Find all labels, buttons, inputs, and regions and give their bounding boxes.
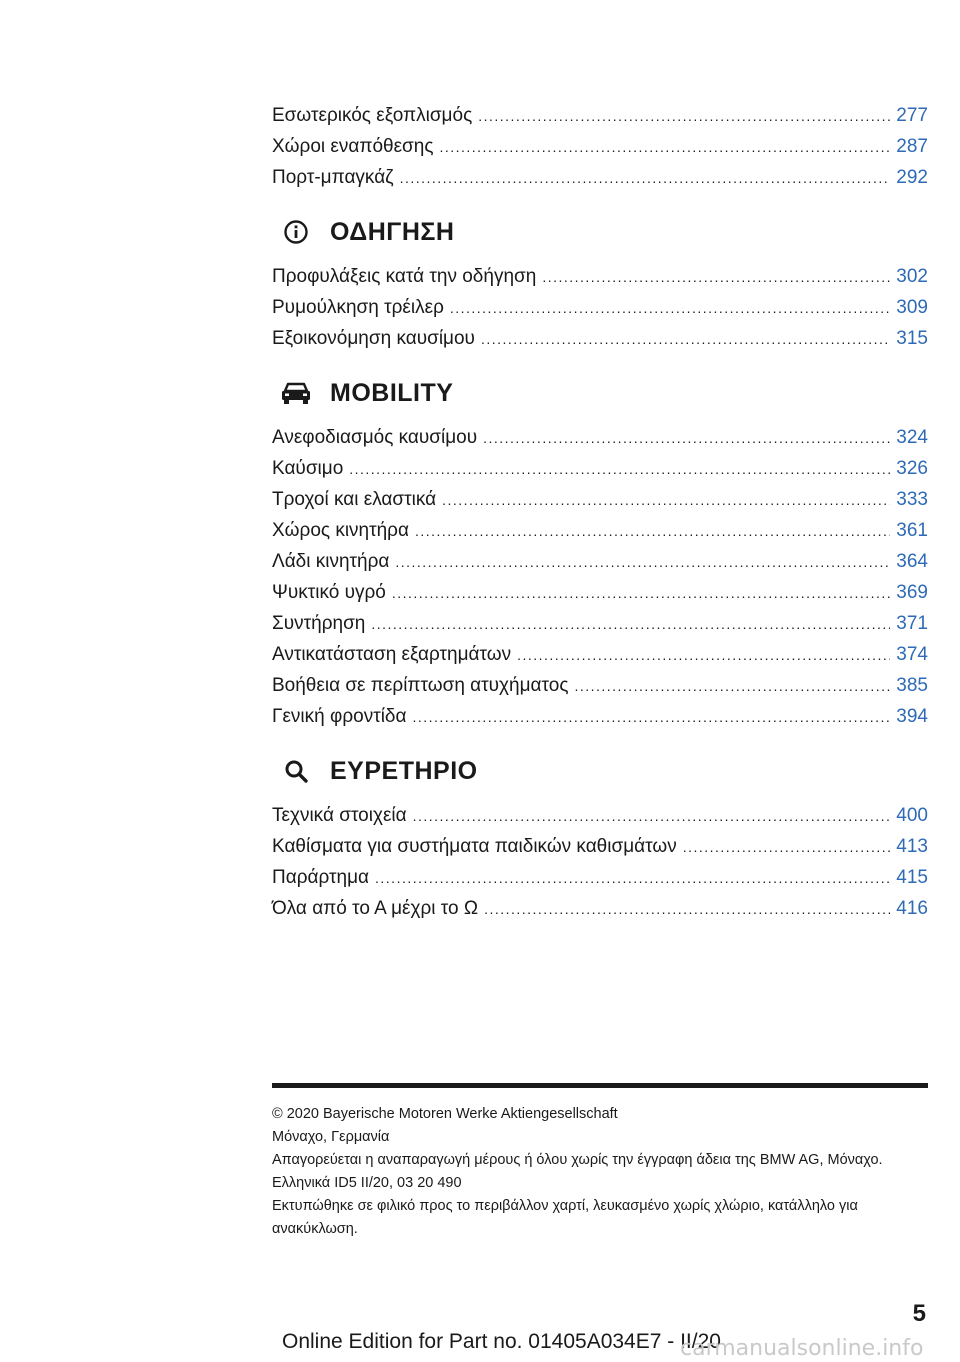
dot-leader [442,485,890,516]
imprint [272,1103,928,1241]
imprint-paper: Εκτυπώθηκε σε φιλικό προς το περιβάλλον χαρτί, λευκασμένο χωρίς χλώριο, κατάλληλο για ανακύκλωση. [272,1198,858,1237]
toc-entry-title: Γενική φροντίδα [272,706,407,727]
table-of-contents [272,100,928,924]
dot-leader [450,293,890,324]
toc-entry[interactable] [272,162,928,193]
toc-entry-title: Αντικατάσταση εξαρτημάτων [272,644,512,665]
toc-entry-title: Πορτ-μπαγκάζ [272,167,394,188]
toc-entry[interactable] [272,323,928,354]
toc-entry-title: Ψυκτικό υγρό [272,582,386,603]
toc-entry-page-link[interactable]: 309 [896,297,928,318]
toc-entry-title: Ρυμούλκηση τρέιλερ [272,297,444,318]
dot-leader [371,609,890,640]
toc-entry-page-link[interactable]: 371 [896,613,928,634]
toc-entry-page-link[interactable]: 277 [896,105,928,126]
toc-entry-page-link[interactable]: 315 [896,328,928,349]
toc-entry-title: Τεχνικά στοιχεία [272,805,407,826]
toc-entry-page-link[interactable]: 394 [896,706,928,727]
imprint-city: Μόναχο, Γερμανία [272,1129,390,1145]
toc-entry-title: Χώροι εναπόθεσης [272,136,434,157]
toc-entry-page-link[interactable]: 324 [896,427,928,448]
toc-entry[interactable] [272,893,928,924]
dot-leader [415,516,890,547]
toc-entry-title: Βοήθεια σε περίπτωση ατυχήματος [272,675,569,696]
dot-leader [478,101,890,132]
dot-leader [375,863,890,894]
imprint-edition-code: Ελληνικά ID5 II/20, 03 20 490 [272,1175,462,1191]
dot-leader [542,262,890,293]
toc-entry[interactable] [272,422,928,453]
toc-entry[interactable] [272,577,928,608]
section-title: ΕΥΡΕΤΗΡΙΟ [330,756,478,785]
toc-entry-page-link[interactable]: 369 [896,582,928,603]
toc-entry[interactable] [272,670,928,701]
section-heading [272,371,928,415]
dot-leader [481,324,890,355]
imprint-copyright: © 2020 Bayerische Motoren Werke Aktiengesellschaft [272,1106,618,1122]
toc-entry[interactable] [272,701,928,732]
section-title: ΟΔΗΓΗΣΗ [330,217,455,246]
section-heading [272,210,928,254]
toc-entry-page-link[interactable]: 287 [896,136,928,157]
toc-entry-page-link[interactable]: 292 [896,167,928,188]
toc-entry-page-link[interactable]: 361 [896,520,928,541]
toc-entry[interactable] [272,639,928,670]
toc-entry-page-link[interactable]: 413 [896,836,928,857]
toc-entry-title: Συντήρηση [272,613,366,634]
divider-rule [272,1083,928,1088]
watermark: carmanualsonline.info [680,1336,924,1361]
toc-entry[interactable] [272,608,928,639]
toc-entry-title: Όλα από το Α μέχρι το Ω [272,898,479,919]
toc-entry[interactable] [272,862,928,893]
dot-leader [483,423,890,454]
toc-entry-page-link[interactable]: 326 [896,458,928,479]
dot-leader [484,894,890,925]
toc-entry-page-link[interactable]: 400 [896,805,928,826]
car-icon [276,377,316,409]
section-title: MOBILITY [330,378,454,407]
toc-entry[interactable] [272,100,928,131]
toc-entry[interactable] [272,800,928,831]
dot-leader [395,547,890,578]
toc-entry-title: Λάδι κινητήρα [272,551,390,572]
toc-entry-title: Παράρτημα [272,867,370,888]
toc-entry[interactable] [272,515,928,546]
dot-leader [517,640,890,671]
dot-leader [683,832,891,863]
dot-leader [392,578,890,609]
dot-leader [349,454,890,485]
toc-entry[interactable] [272,484,928,515]
toc-entry-page-link[interactable]: 364 [896,551,928,572]
toc-entry-title: Χώρος κινητήρα [272,520,409,541]
info-icon [276,216,316,248]
toc-entry[interactable] [272,292,928,323]
toc-entry[interactable] [272,831,928,862]
toc-entry-title: Προφυλάξεις κατά την οδήγηση [272,266,537,287]
toc-entry[interactable] [272,131,928,162]
toc-entry-page-link[interactable]: 302 [896,266,928,287]
dot-leader [440,132,891,163]
toc-entry-page-link[interactable]: 333 [896,489,928,510]
toc-entry-title: Εξοικονόμηση καυσίμου [272,328,475,349]
dot-leader [574,671,890,702]
dot-leader [413,801,891,832]
toc-entry-title: Τροχοί και ελαστικά [272,489,437,510]
toc-entry[interactable] [272,261,928,292]
toc-entry-page-link[interactable]: 374 [896,644,928,665]
toc-entry-title: Ανεφοδιασμός καυσίμου [272,427,478,448]
toc-entry-page-link[interactable]: 416 [896,898,928,919]
toc-entry-page-link[interactable]: 415 [896,867,928,888]
dot-leader [412,702,890,733]
toc-entry-title: Καύσιμο [272,458,344,479]
section-heading [272,749,928,793]
dot-leader [400,163,891,194]
toc-entry-page-link[interactable]: 385 [896,675,928,696]
toc-entry-title: Καθίσματα για συστήματα παιδικών καθισμάτων [272,836,677,857]
imprint-rights: Απαγορεύεται η αναπαραγωγή μέρους ή όλου χωρίς την έγγραφη άδεια της BMW AG, Μόναχο. [272,1152,883,1168]
toc-entry-title: Εσωτερικός εξοπλισμός [272,105,473,126]
toc-entry[interactable] [272,453,928,484]
search-icon [276,755,316,787]
toc-entry[interactable] [272,546,928,577]
footer-edition: Online Edition for Part no. 01405A034E7 - II/20 [282,1330,721,1353]
page-number: 5 [912,1300,926,1327]
